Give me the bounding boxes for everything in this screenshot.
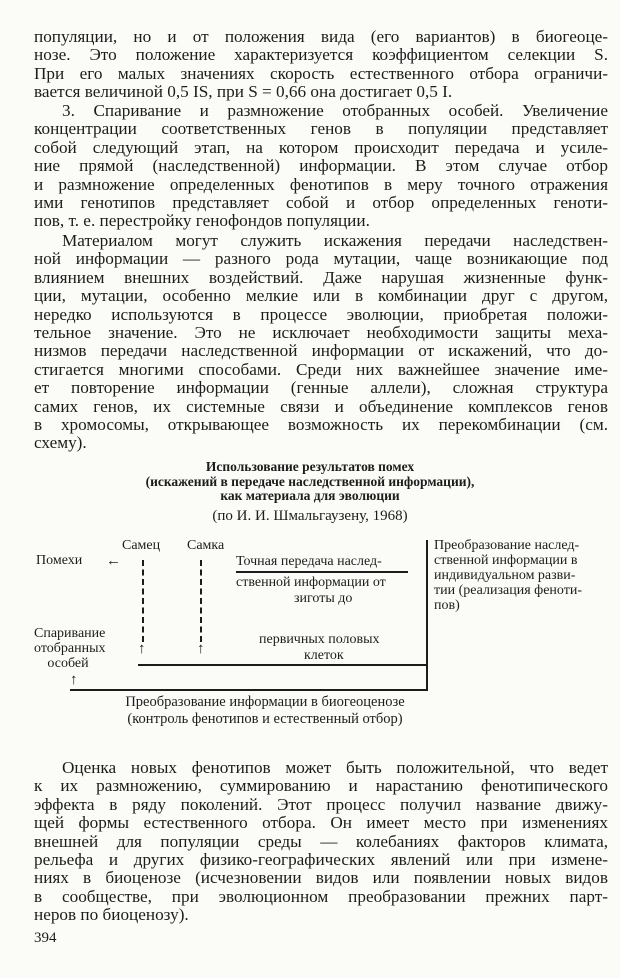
- text-line: самих генов, их системные связи и объединение комплексов генов: [34, 396, 608, 416]
- label-noise: Помехи: [36, 553, 83, 568]
- text-line: в сообществе, при эволюционном преобразовании прежних парт-: [34, 886, 608, 906]
- mating-line: особей: [47, 656, 89, 671]
- figure-source: (по И. И. Шмальгаузену, 1968): [212, 508, 408, 524]
- divider-vertical: [426, 540, 428, 691]
- text-line: рельефа и других физико-географических явлений или при измене-: [34, 849, 608, 869]
- text-line: ниях в биоценозе (исчезновении видов или появлении новых видов: [34, 868, 608, 888]
- text-line: неров по биоценозу).: [34, 905, 189, 925]
- figure-title-line: как материала для эволюции: [220, 488, 400, 503]
- germ-line: [138, 664, 426, 666]
- female-dashed-line: [200, 560, 202, 642]
- arrow-up-icon: ↑: [138, 641, 146, 657]
- label-female: Самка: [187, 538, 225, 553]
- page-number: 394: [34, 930, 57, 946]
- exact-transfer-line-3: зиготы до: [294, 591, 353, 606]
- text-line: ние прямой (наследственной) информации. В этом случае отбор: [34, 156, 608, 176]
- text-line: При его малых значениях скорость естественного отбора ограничи-: [34, 63, 608, 83]
- text-line: популяции, но и от положения вида (его вариантов) в биогеоце-: [34, 27, 608, 46]
- label-male: Самец: [122, 538, 161, 553]
- paragraph-1: [34, 28, 608, 102]
- text-line: концентрации соответственных генов в популяции представляет: [34, 119, 608, 139]
- exact-transfer-line-1: Точная передача наслед-: [236, 554, 382, 569]
- text-line: собой следующий этап, на котором происходит передача и усиле-: [34, 137, 608, 157]
- exact-transfer-line-2: ственной информации от: [236, 575, 386, 590]
- arrow-left-icon: ←: [106, 553, 121, 569]
- arrow-up-icon: ↑: [197, 641, 205, 657]
- text-line: Материалом могут служить искажения передачи наследствен-: [62, 231, 608, 250]
- figure-title: [0, 460, 620, 504]
- figure-title-line: Использование результатов помех: [205, 459, 415, 474]
- text-line: тельное значение. Это не исключает необходимости защиты меха-: [34, 322, 608, 342]
- biogeocenosis-transform-line: Преобразование информации в биогеоценозе: [125, 694, 405, 710]
- text-line: и размножение определенных фенотипов в меру точного отражения: [34, 174, 608, 194]
- text-line: в хромосомы, открывающее возможность их перекомбинации (см.: [34, 414, 608, 434]
- mating-line: отобранных: [34, 641, 106, 656]
- individual-transform-line: индивидуальном разви-: [434, 568, 576, 583]
- text-line: нозе. Это положение характеризуется коэффициентом селекции S.: [34, 45, 608, 65]
- germ-cells-line-1: первичных половых: [259, 632, 380, 647]
- text-line: ет повторение информации (генные аллели), сложная структура: [34, 378, 608, 398]
- paragraph-3: [34, 232, 608, 453]
- mating-label: [34, 626, 106, 671]
- paragraph-4: [34, 759, 608, 925]
- individual-transform-line: Преобразование наслед-: [434, 538, 580, 553]
- text-line: нередко используются в процессе эволюции, приобретая положи-: [34, 304, 608, 324]
- individual-transform-line: тии (реализация феноти-: [434, 583, 582, 598]
- biogeocenosis-line: [70, 689, 428, 691]
- figure-title-line: (искажений в передаче наследственной информации),: [145, 473, 475, 489]
- germ-cells-line-2: клеток: [304, 648, 344, 663]
- paragraph-2: [34, 102, 608, 231]
- text-line: пов, т. е. перестройку генофондов популяции.: [34, 211, 370, 231]
- text-line: 3. Спаривание и размножение отобранных особей. Увеличение: [62, 101, 608, 120]
- text-line: щей формы естественного отбора. Он имеет место при изменениях: [34, 813, 608, 833]
- text-line: влиянием внешних воздействий. Даже нарушая жизненные функ-: [34, 267, 608, 287]
- text-line: вается величиной 0,5 IS, при S = 0,66 она достигает 0,5 I.: [34, 82, 453, 102]
- text-line: стигается многими способами. Среди них важнейшее значение име-: [34, 359, 608, 379]
- individual-transform: [434, 538, 614, 613]
- arrow-up-icon: ↑: [70, 672, 78, 688]
- mating-line: Спаривание: [34, 626, 106, 641]
- individual-transform-line: ственной информации в: [434, 553, 578, 568]
- text-line: Оценка новых фенотипов может быть положительной, что ведет: [62, 758, 608, 777]
- male-dashed-line: [142, 560, 144, 642]
- biogeocenosis-transform-line: (контроль фенотипов и естественный отбор): [127, 711, 403, 727]
- individual-transform-line: пов): [434, 598, 460, 613]
- text-line: низмов передачи наследственной информации от искажений, что до-: [34, 341, 608, 361]
- text-line: эффекта в ряду поколений. Этот процесс получил название движу-: [34, 794, 608, 814]
- text-line: внешней для популяции среды — колебаниях факторов климата,: [34, 831, 608, 851]
- text-line: ими генотипов представляет собой и отбор определенных геноти-: [34, 192, 608, 212]
- text-line: схему).: [34, 433, 87, 453]
- text-line: ной информации — разного рода мутации, чаще возникающие под: [34, 249, 608, 269]
- exact-transfer-underline: [236, 571, 408, 573]
- text-line: к их размножению, суммированию и нарастанию фенотипического: [34, 776, 608, 796]
- text-line: ции, мутации, особенно мелкие или в комбинации друг с другом,: [34, 286, 608, 306]
- biogeocenosis-transform: [100, 694, 430, 728]
